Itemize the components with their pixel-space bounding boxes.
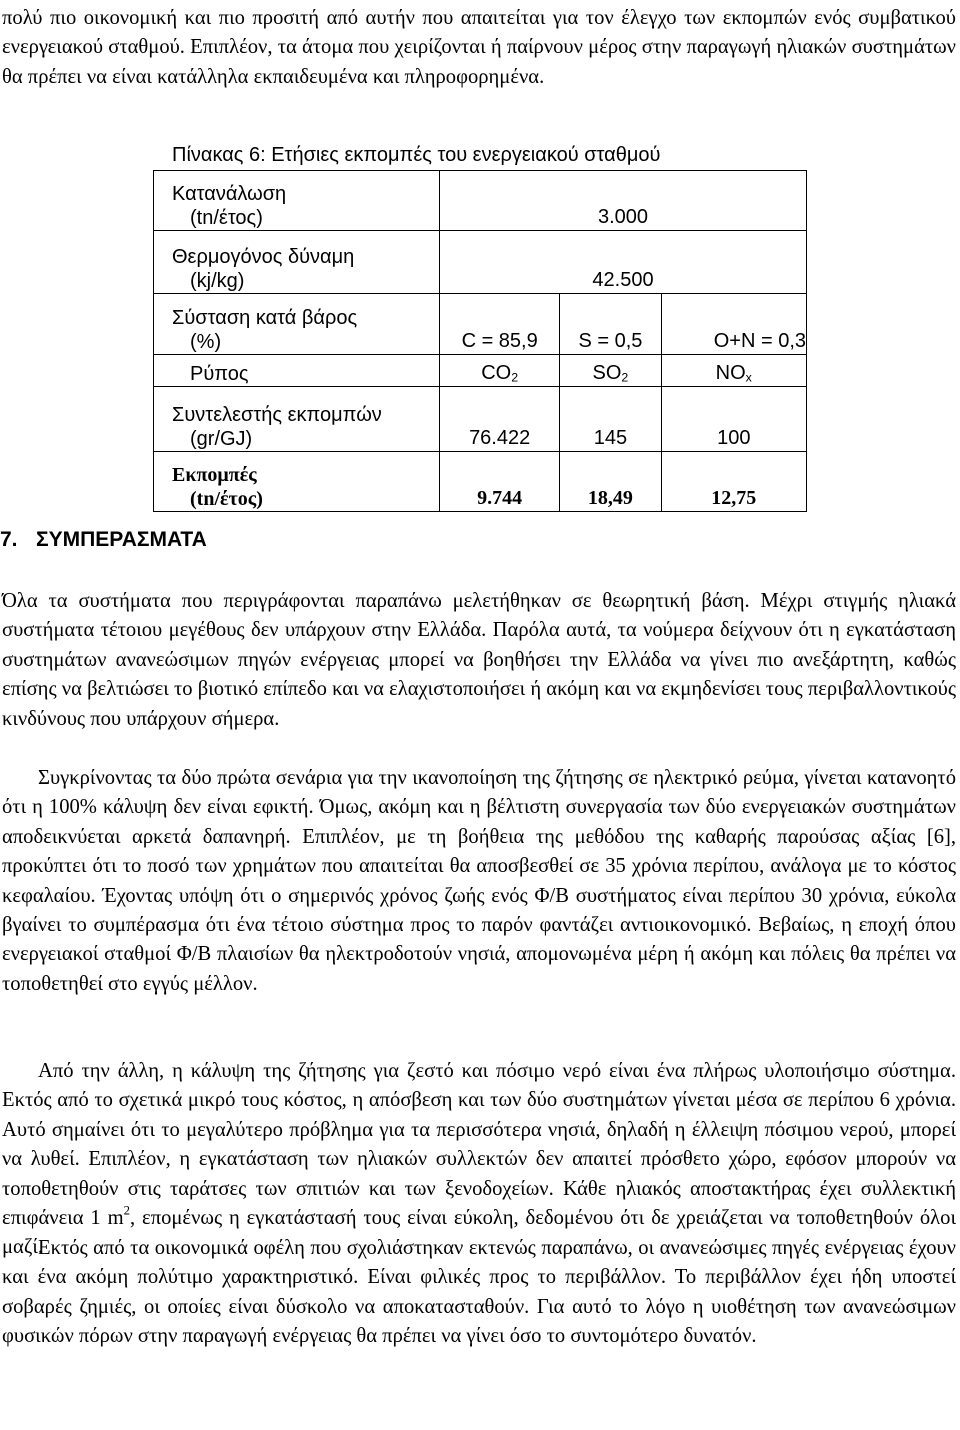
composition-oxygen-nitrogen: O+N = 0,3 xyxy=(661,294,806,355)
row-label: Εκπομπές (tn/έτος) xyxy=(154,452,440,512)
pollutant-so2: $SO_2$ xyxy=(560,355,661,387)
row-label: Ρύπος xyxy=(154,355,440,387)
pollutant-nox: $NO_x$ xyxy=(661,355,806,387)
emission-factor-nox: 100 xyxy=(661,387,806,452)
intro-paragraph: πολύ πιο οικονομική και πιο προσιτή από αυτήν που απαιτείται για τον έλεγχο των εκπομπών ενός συμβατικού ενεργειακού σταθμού. Επιπλέον, τα άτομα που χειρίζονται ή παίρνουν μέρος στην παραγωγή ηλιακών συστημάτων θα πρέπει να είναι κατάλληλα εκπαιδευμένα και πληροφορημένα. xyxy=(2,7,956,88)
emissions-so2: 18,49 xyxy=(560,452,661,512)
table-row-composition xyxy=(154,294,807,355)
table-row-emission-factor xyxy=(154,387,807,452)
section-title: ΣΥΜΠΕΡΑΣΜΑΤΑ xyxy=(36,528,207,551)
emission-factor-so2: 145 xyxy=(560,387,661,452)
consumption-value: 3.000 xyxy=(440,171,807,231)
composition-sulfur: S = 0,5 xyxy=(560,294,661,355)
emissions-co2: 9.744 xyxy=(440,452,560,512)
section-number: 7. xyxy=(0,528,18,551)
table-row-calorific-value xyxy=(154,231,807,294)
row-label: Θερμογόνος δύναμη (kj/kg) xyxy=(154,231,440,294)
calorific-value: 42.500 xyxy=(440,231,807,294)
conclusion-paragraph-2: Συγκρίνοντας τα δύο πρώτα σενάρια για την ικανοποίηση της ζήτησης σε ηλεκτρικό ρεύμα, γίνεται κατανοητό ότι η 100% κάλυψη δεν είναι εφικτή. Όμως, ακόμη και η βέλτιστη συνεργασία των δύο ενεργειακών συστημάτων αποδεικνύεται αρκετά δαπανηρή. Επιπλέον, με τη βοήθεια της μεθόδου της καθαρής παρούσας αξίας [6], προκύπτει ότι το ποσό των χρημάτων που απαιτείται θα αποσβεσθεί σε 35 χρόνια περίπου, ανάλογα με το κόστος κεφαλαίου. Έχοντας υπόψη ότι ο σημερινός χρόνος ζωής ενός Φ/Β συστήματος είναι περίπου 30 χρόνια, εύκολα βγαίνει το συμπέρασμα ότι ένα τέτοιο σύστημα προς το παρόν φαντάζει αντιοικονομικό. Βεβαίως, η εποχή όπου ενεργειακοί σταθμοί Φ/Β πλαισίων θα ηλεκτροδοτούν νησιά, απομονωμένα μέρη ή ακόμη και πόλεις θα πρέπει να τοποθετηθεί στο εγγύς μέλλον. xyxy=(2,767,956,995)
row-label: Σύσταση κατά βάρος (%) xyxy=(154,294,440,355)
table-row-pollutant xyxy=(154,355,807,387)
conclusion-paragraph-4: Εκτός από τα οικονομικά οφέλη που σχολιάστηκαν εκτενώς παραπάνω, οι ανανεώσιμες πηγές ενέργειας έχουν και ένα ακόμη πολύτιμο χαρακτηριστικό. Είναι φιλικές προς το περιβάλλον. Το περιβάλλον έχει ήδη υποστεί σοβαρές ζημιές, οι οποίες είναι δύσκολο να αποκατασταθούν. Για αυτό το λόγο η υιοθέτηση των ανανεώσιμων φυσικών πόρων στην παραγωγή ενέργειας θα πρέπει να γίνει όσο το συντομότερο δυνατόν. xyxy=(2,1237,956,1348)
table-caption: Πίνακας 6: Ετήσιες εκπομπές του ενεργειακού σταθμού xyxy=(172,144,661,166)
composition-carbon: C = 85,9 xyxy=(440,294,560,355)
emissions-nox: 12,75 xyxy=(661,452,806,512)
row-label: Κατανάλωση (tn/έτος) xyxy=(154,171,440,231)
conclusion-paragraph-1: Όλα τα συστήματα που περιγράφονται παραπάνω μελετήθηκαν σε θεωρητική βάση. Μέχρι στιγμής ηλιακά συστήματα τέτοιου μεγέθους δεν υπάρχουν στην Ελλάδα. Παρόλα αυτά, τα νούμερα δείχνουν ότι η εγκατάσταση συστημάτων ανανεώσιμων πηγών ενέργειας μπορεί να βοηθήσει την Ελλάδα να γίνει πιο ανεξάρτητη, καθώς επίσης να βελτιώσει το βιοτικό επίπεδο και να ελαχιστοποιήσει ή ακόμη και να εκμηδενίσει τους περιβαλλοντικούς κινδύνους που υπάρχουν σήμερα. xyxy=(2,590,956,730)
table-row-emissions xyxy=(154,452,807,512)
table-row-consumption xyxy=(154,171,807,231)
conclusion-paragraph-3: Από την άλλη, η κάλυψη της ζήτησης για ζεστό και πόσιμο νερό είναι ένα πλήρως υλοποιήσιμο σύστημα. Εκτός από το σχετικά μικρό τους κόστος, η απόσβεση και των δύο συστημάτων γίνεται μέσα σε περίπου 6 χρόνια. Αυτό σημαίνει ότι το μεγαλύτερο πρόβλημα για τα περισσότερα νησιά, δηλαδή η έλλειψη πόσιμου νερού, μπορεί να λυθεί. Επιπλέον, η εγκατάσταση των ηλιακών συλλεκτών δεν απαιτεί πρόσθετο χώρο, εφόσον μπορούν να τοποθετηθούν στις ταράτσες των σπιτιών και των ξενοδοχείων. Κάθε ηλιακός αποστακτήρας έχει συλλεκτική επιφάνεια 1 $m^2$, επομένως η εγκατάστασή τους είναι εύκολη, δεδομένου ότι δε χρειάζεται να τοποθετηθούν όλοι μαζί. xyxy=(2,1060,956,1259)
section-heading xyxy=(0,528,207,552)
row-label: Συντελεστής εκπομπών (gr/GJ) xyxy=(154,387,440,452)
emissions-table xyxy=(153,170,807,512)
emission-factor-co2: 76.422 xyxy=(440,387,560,452)
pollutant-co2: $CO_2$ xyxy=(440,355,560,387)
